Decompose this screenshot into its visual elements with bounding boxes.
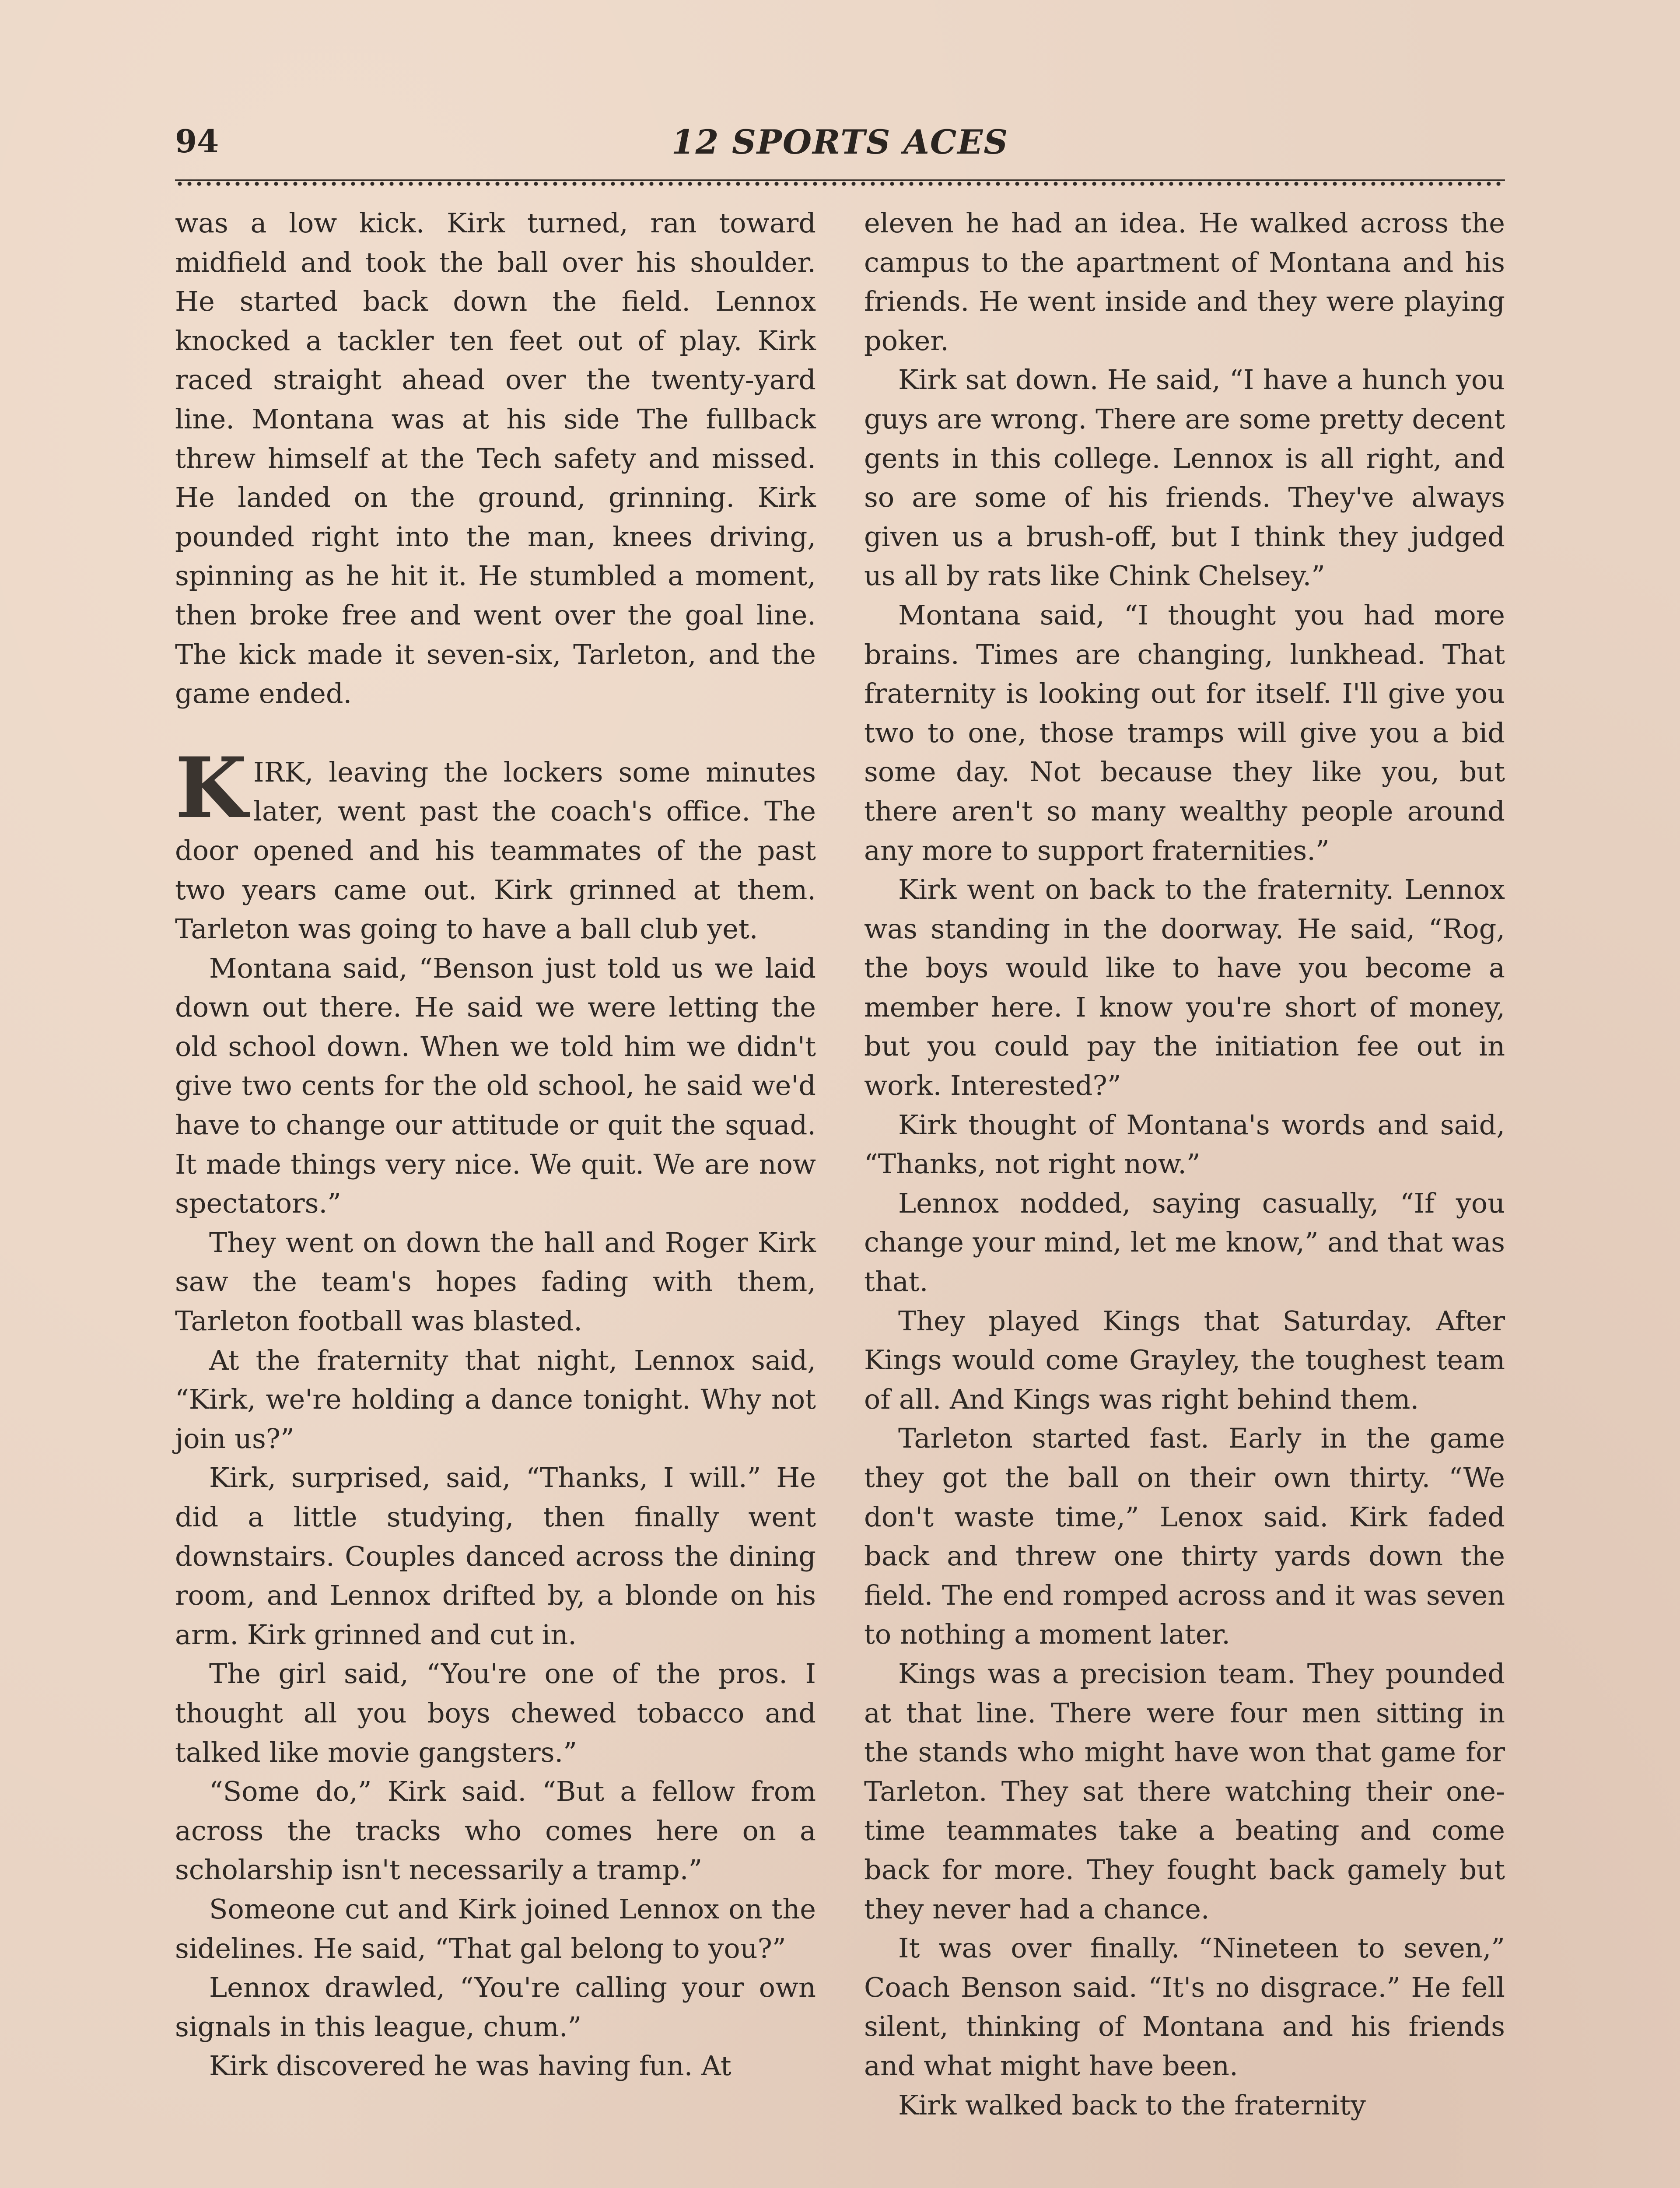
paragraph: At the fraternity that night, Lennox said, “Kirk, we're holding a dance tonight. Why not join us?” [175, 1344, 816, 1455]
section-opening-paragraph [175, 739, 816, 949]
paragraph: Kirk thought of Montana's words and said, “Thanks, not right now.” [864, 1108, 1505, 1180]
paragraph: Someone cut and Kirk joined Lennox on the sidelines. He said, “That gal belong to you?” [175, 1893, 816, 1964]
paragraph: Kings was a precision team. They pounded at that line. There were four men sitting in the stands who might have won that game for Tarleton. They sat there watching their one-time teammates take a beating and come back for more. They fought back gamely but they never had a chance. [864, 1657, 1505, 1925]
left-column [175, 203, 816, 2086]
paragraph: Lennox drawled, “You're calling your own signals in this league, chum.” [175, 1971, 816, 2043]
paragraph-text: IRK, leaving the lockers some minutes later, went past the coach's office. The door opened and his teammates of the past two years came out. Kirk grinned at them. Tarleton was going to have a ball club yet. [175, 756, 816, 945]
paragraph: It was over finally. “Nineteen to seven,” Coach Benson said. “It's no disgrace.” He fell silent, thinking of Montana and his friends and what might have been. [864, 1932, 1505, 2082]
drop-cap: K [175, 739, 248, 837]
paragraph: Kirk sat down. He said, “I have a hunch you guys are wrong. There are some pretty decent gents in this college. Lennox is all right, and so are some of his friends. They've always given us a brush-off, but I think they judged us all by rats like Chink Chelsey.” [864, 364, 1505, 592]
page-number: 94 [175, 123, 219, 160]
paragraph: Kirk went on back to the fraternity. Lennox was standing in the doorway. He said, “Rog, the boys would like to have you become a member here. I know you're short of money, but you could pay the initiation fee out in work. Interested?” [864, 873, 1505, 1102]
paragraph: was a low kick. Kirk turned, ran toward midfield and took the ball over his shoulder. He started back down the field. Lennox knocked a tackler ten feet out of play. Kirk raced straight ahead over the twenty-yard line. Montana was at his side The fullback threw himself at the Tech safety and missed. He landed on the ground, grinning. Kirk pounded right into the man, knees driving, spinning as he hit it. He stumbled a moment, then broke free and went over the goal line. The kick made it seven-six, Tarleton, and the game ended. [175, 207, 816, 710]
dotted-header-rule [175, 179, 1505, 187]
paragraph: Kirk, surprised, said, “Thanks, I will.” He did a little studying, then finally went downstairs. Couples danced across the dining room, and Lennox drifted by, a blonde on his arm. Kirk grinned and cut in. [175, 1462, 816, 1651]
page-header [175, 123, 1505, 175]
paragraph: eleven he had an idea. He walked across the campus to the apartment of Montana and his friends. He went inside and they were playing poker. [864, 207, 1505, 357]
paragraph: Montana said, “I thought you had more brains. Times are changing, lunkhead. That fraternity is looking out for itself. I'll give you two to one, those tramps will give you a bid some day. Not because they like you, but there aren't so many wealthy people around any more to support fraternities.” [864, 599, 1505, 866]
paragraph: Montana said, “Benson just told us we laid down out there. He said we were letting the old school down. When we told him we didn't give two cents for the old school, he said we'd have to change our attitude or quit the squad. It made things very nice. We quit. We are now spectators.” [175, 952, 816, 1220]
paragraph: “Some do,” Kirk said. “But a fellow from across the tracks who comes here on a scholarship isn't necessarily a tramp.” [175, 1775, 816, 1886]
paragraph: Lennox nodded, saying casually, “If you change your mind, let me know,” and that was that. [864, 1187, 1505, 1298]
paragraph: They played Kings that Saturday. After Kings would come Grayley, the toughest team of all. And Kings was right behind them. [864, 1304, 1505, 1415]
paragraph: The girl said, “You're one of the pros. I thought all you boys chewed tobacco and talked like movie gangsters.” [175, 1658, 816, 1768]
paragraph: Tarleton started fast. Early in the game they got the ball on their own thirty. “We don't waste time,” Lenox said. Kirk faded back and threw one thirty yards down the field. The end romped across and it was seven to nothing a moment later. [864, 1422, 1505, 1651]
right-column [864, 203, 1505, 2125]
magazine-title: 12 SPORTS ACES [671, 123, 1009, 161]
paragraph: Kirk walked back to the fraternity [898, 2089, 1366, 2121]
paragraph: Kirk discovered he was having fun. At [209, 2050, 732, 2082]
paragraph: They went on down the hall and Roger Kirk saw the team's hopes fading with them, Tarleton football was blasted. [175, 1226, 816, 1337]
